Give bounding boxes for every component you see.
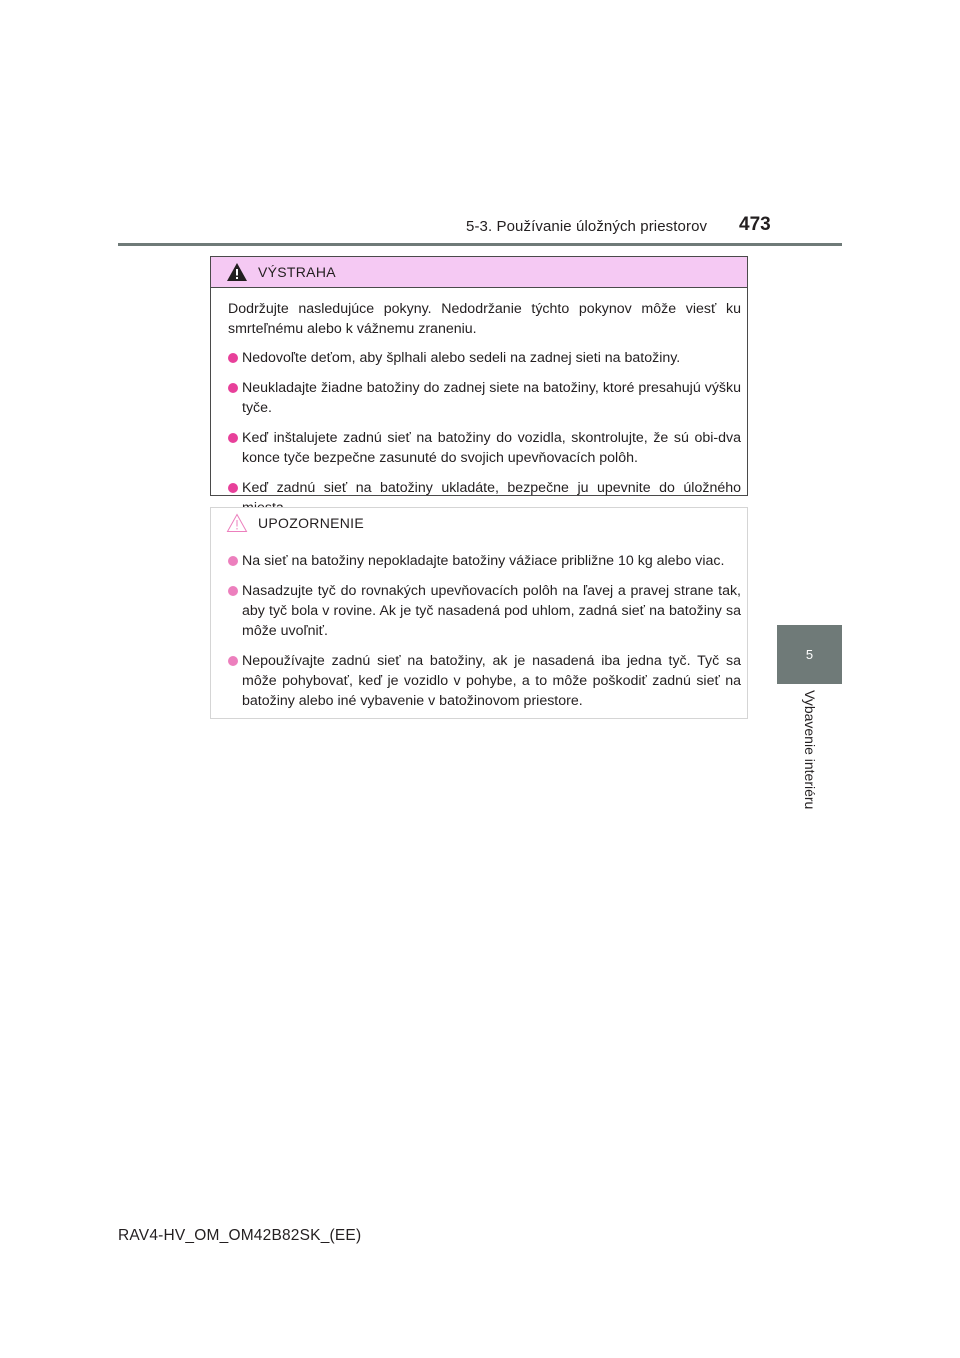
chapter-number: 5 (805, 647, 814, 662)
chapter-title (777, 690, 818, 820)
warning-header (211, 257, 747, 288)
bullet-icon (228, 656, 238, 666)
notice-header (211, 508, 747, 538)
bullet-icon (228, 383, 238, 393)
warning-item-text: Keď zadnú sieť na batožiny ukladáte, bezpečne ju upevnite do úložného (242, 480, 741, 496)
warning-intro: Dodržujte nasledujúce pokyny. Nedodržanie týchto pokynov môže viesť ku smrteľnému alebo k vážnemu zraneniu. (228, 301, 741, 337)
bullet-icon (228, 483, 238, 493)
notice-item (228, 551, 741, 571)
warning-triangle-icon (226, 262, 248, 282)
document-code: RAV4-HV_OM_OM42B82SK_(EE) (118, 1227, 362, 1244)
notice-body (211, 538, 747, 711)
chapter-tab[interactable] (777, 625, 842, 684)
caution-triangle-icon (226, 513, 248, 533)
warning-item-text: Keď inštalujete zadnú sieť na batožiny do vozidla, skontrolujte, že sú obi-dva konce tyče bezpečne zasunuté do svojich upevňovacích polôh. (242, 430, 741, 466)
notice-box (210, 507, 748, 719)
bullet-icon (228, 433, 238, 443)
page-number: 473 (739, 214, 771, 235)
warning-item-text: Nedovoľte deťom, aby šplhali alebo sedeli na zadnej sieti na batožiny. (242, 350, 681, 366)
notice-item (228, 581, 741, 641)
warning-item (228, 348, 741, 368)
section-title: 5-3. Používanie úložných priestorov (466, 218, 708, 235)
notice-item-text: Nasadzujte tyč do rovnakých upevňovacích polôh na ľavej a pravej strane tak, aby tyč bola v rovine. Ak je tyč nasadená pod uhlom, zadná sieť na batožiny sa môže uvoľniť. (242, 583, 741, 639)
notice-item (228, 651, 741, 711)
warning-box (210, 256, 748, 496)
warning-title: VÝSTRAHA (258, 264, 336, 280)
notice-item-text: Nepoužívajte zadnú sieť na batožiny, ak je nasadená iba jedna tyč. Tyč sa môže pohybovať, keď je vozidlo v pohybe, a to môže poškodiť zadnú sieť na batožiny alebo iné vybavenie v batožinovom priestore. (242, 653, 741, 709)
notice-title: UPOZORNENIE (258, 515, 364, 531)
warning-body (211, 288, 747, 518)
warning-item (228, 428, 741, 468)
bullet-icon (228, 556, 238, 566)
bullet-icon (228, 586, 238, 596)
notice-item-text: Na sieť na batožiny nepokladajte batožiny vážiace približne 10 kg alebo viac. (242, 553, 725, 569)
chapter-title-label: Vybavenie interiéru (802, 690, 818, 810)
warning-item (228, 378, 741, 418)
warning-item-text: Neukladajte žiadne batožiny do zadnej siete na batožiny, ktoré presahujú výšku tyče. (242, 380, 741, 416)
bullet-icon (228, 353, 238, 363)
header-divider (118, 243, 842, 246)
